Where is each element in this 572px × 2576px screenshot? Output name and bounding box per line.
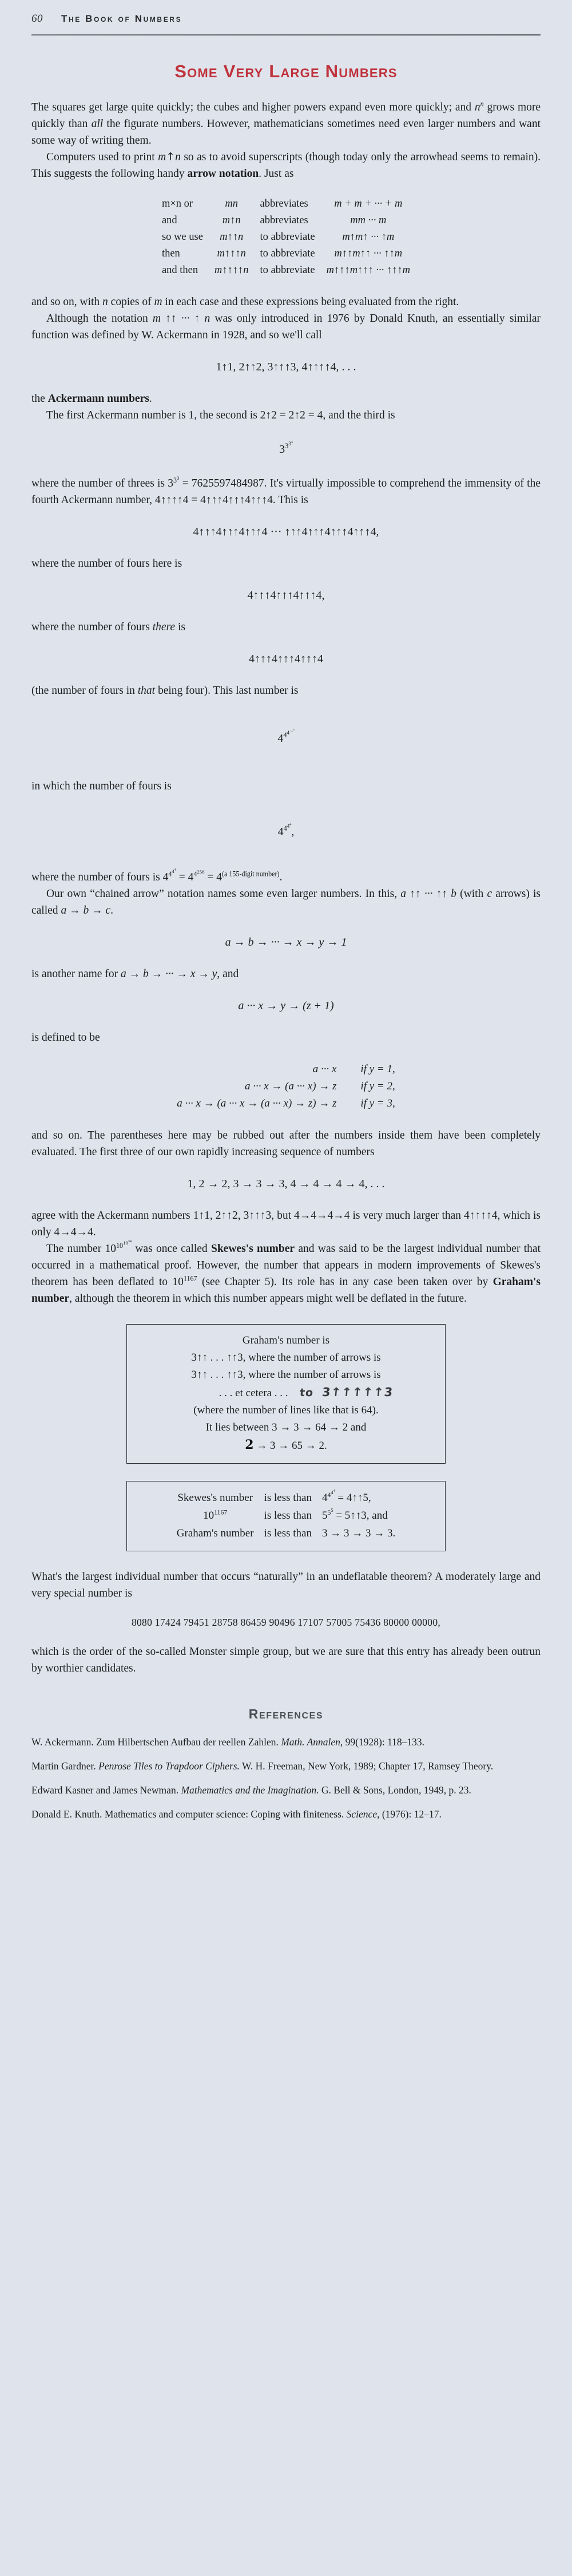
bound-subject: $10^{1167}$ bbox=[203, 1508, 228, 1522]
paragraph-defined-to-be: is defined to be bbox=[31, 1032, 100, 1044]
emphasis-all: all bbox=[91, 118, 104, 130]
paragraph-fours-there bbox=[31, 619, 541, 635]
display-fours-short: 4↑↑↑4↑↑↑4↑↑↑4 bbox=[249, 653, 323, 665]
up-arrow-icon: ↑ bbox=[166, 151, 176, 163]
display-ackermann-sequence: 1↑1, 2↑↑2, 3↑↑↑3, 4↑↑↑↑4, . . . bbox=[216, 361, 356, 373]
table-row bbox=[172, 1489, 400, 1507]
inline-4-4-256: $4^{4^{256}}$ bbox=[188, 868, 205, 883]
term-arrow-notation: arrow notation bbox=[187, 168, 259, 180]
text-run: copies of bbox=[108, 296, 154, 308]
bounds-table bbox=[172, 1489, 400, 1542]
text-run: . bbox=[110, 904, 113, 916]
arrow-notation-table bbox=[156, 196, 416, 279]
table-row bbox=[172, 1507, 400, 1524]
table-row bbox=[156, 229, 416, 246]
display-fours-mid: 4↑↑↑4↑↑↑4↑↑↑4, bbox=[247, 589, 325, 602]
var-n: n bbox=[474, 101, 480, 113]
row-rhs: m↑↑m↑↑ ··· ↑↑m bbox=[334, 248, 403, 259]
text-run: where the number of fours is bbox=[31, 871, 163, 883]
row-verb: abbreviates bbox=[260, 215, 308, 226]
graham-box-line-4: (where the number of lines like that is 64). bbox=[193, 1404, 379, 1416]
graham-box-line-1: 3↑↑ . . . ↑↑3, where the number of arrows is bbox=[191, 1352, 381, 1364]
text-run: The squares get large quite quickly; the cubes and higher powers expand even more quickly; and bbox=[31, 101, 475, 113]
reference-text: Donald E. Knuth. Mathematics and computer science: Coping with finiteness. bbox=[31, 1808, 347, 1820]
tower-level-3 bbox=[291, 440, 293, 444]
term-ackermann-numbers: Ackermann numbers bbox=[47, 393, 149, 405]
table-row bbox=[156, 212, 416, 229]
display-chain-one: a → b → ··· → x → y → 1 bbox=[225, 936, 347, 949]
inline-tower-4: $4^{4^{4^4}}$ bbox=[162, 868, 176, 883]
chain-expression: a → b → ··· → x → y bbox=[120, 968, 217, 980]
bound-relation: is less than bbox=[264, 1527, 312, 1539]
text-run: The number 10 bbox=[46, 1243, 117, 1255]
references-heading: References bbox=[248, 1706, 324, 1721]
row-verb: abbreviates bbox=[260, 198, 308, 210]
text-run: . bbox=[149, 393, 152, 405]
table-row bbox=[173, 1061, 398, 1078]
graham-box-title: Graham's number is bbox=[242, 1334, 330, 1346]
tower-base: 3 bbox=[279, 443, 285, 456]
row-label: and bbox=[161, 215, 177, 226]
running-head bbox=[31, 0, 541, 30]
paragraph-largest-natural: What's the largest individual number that occurs “naturally” in an undeflatable theorem? A moderately large and very special number is bbox=[31, 1571, 541, 1599]
paragraph-monster-group: which is the order of the so-called Monster simple group, but we are sure that this entry has already been outrun by worthier candidates. bbox=[31, 1646, 541, 1674]
text-run: Although the notation bbox=[46, 313, 153, 325]
exponent-1167: 1167 bbox=[183, 1274, 197, 1283]
row-verb: to abbreviate bbox=[260, 264, 315, 276]
text-run: is bbox=[175, 621, 185, 633]
text-run: and was said to be the largest individual number that occurred in a mathematical proof. However, the number that appears in modern improvements of Skewes's theorem has been deflated to 10 bbox=[31, 1243, 541, 1288]
paragraph-parentheses: and so on. The parentheses here may be rubbed out after the numbers inside them have been completely evaluated. The first three of our own rapidly increasing sequence of numbers bbox=[31, 1129, 541, 1158]
tower-digit: 3 bbox=[285, 442, 289, 451]
table-row bbox=[173, 1078, 398, 1095]
emphasis-there: there bbox=[152, 621, 176, 633]
var-n: n bbox=[175, 151, 181, 163]
tower-level-1 bbox=[285, 442, 293, 450]
paragraph-intro bbox=[31, 99, 541, 149]
row-lhs: mn bbox=[225, 198, 239, 210]
var-n: n bbox=[102, 296, 108, 308]
text-run: was once called bbox=[132, 1243, 211, 1255]
row-lhs: m↑↑↑↑n bbox=[214, 264, 249, 276]
paragraph-and-so-on bbox=[31, 294, 541, 310]
book-title: The Book of Numbers bbox=[61, 13, 182, 24]
row-label: then bbox=[161, 248, 180, 259]
paragraph-knuth-ackermann bbox=[31, 310, 541, 343]
table-row bbox=[156, 262, 416, 279]
text-run: being four). This last number is bbox=[155, 685, 299, 697]
text-run: The first Ackermann number is 1, the second is 2↑2 = 2↑2 = 4, and the third is bbox=[46, 409, 395, 421]
reference-title: Penrose Tiles to Trapdoor Ciphers. bbox=[98, 1760, 240, 1772]
case-expression: a ··· x bbox=[312, 1063, 337, 1075]
handwritten-to-annotation: to bbox=[299, 1386, 315, 1399]
var-m: m bbox=[158, 151, 166, 163]
row-rhs: m + m + ··· + m bbox=[334, 198, 403, 210]
tower-level-2: 4···4 bbox=[287, 728, 295, 736]
chained-arrow-expr: a ↑↑ ··· ↑↑ b bbox=[400, 888, 456, 900]
chain-abc: a → b → c bbox=[61, 904, 111, 916]
row-lhs: m↑↑n bbox=[220, 231, 244, 243]
row-verb: to abbreviate bbox=[260, 231, 315, 243]
header-rule bbox=[31, 34, 541, 35]
text-run: , although the theorem in which this number appears might well be deflated in the future. bbox=[69, 1293, 467, 1305]
paragraph-another-name bbox=[31, 966, 541, 982]
text-run: (see Chapter 5). Its role has in any case been taken over by bbox=[197, 1276, 493, 1288]
display-monster-order: 8080 17424 79451 28758 86459 90496 17107 57005 75436 80000 00000, bbox=[131, 1617, 441, 1628]
text-run: (the number of fours in bbox=[31, 685, 138, 697]
cases-table bbox=[173, 1061, 398, 1112]
text-run: in each case and these expressions being evaluated from the right. bbox=[162, 296, 459, 308]
text-run: the figurate numbers. However, mathematicians sometimes need even larger numbers and want some way of writing them. bbox=[31, 118, 541, 147]
row-rhs: mm ··· m bbox=[350, 215, 387, 226]
grahams-number-box bbox=[126, 1324, 446, 1464]
text-run: and so on, with bbox=[31, 296, 103, 308]
paragraph-first-ackermann bbox=[31, 407, 541, 424]
bound-subject: Graham's number bbox=[176, 1527, 254, 1539]
row-verb: to abbreviate bbox=[260, 248, 315, 259]
reference-item bbox=[31, 1735, 541, 1749]
table-row bbox=[156, 246, 416, 262]
reference-item bbox=[31, 1759, 541, 1773]
case-condition: if y = 1, bbox=[360, 1063, 395, 1075]
var-c: c bbox=[487, 888, 492, 900]
text-run: where the number of threes is bbox=[31, 477, 168, 489]
page-folio: 60 bbox=[31, 13, 43, 25]
tower-digit: 3 bbox=[288, 441, 291, 447]
reference-item bbox=[31, 1807, 541, 1822]
display-own-sequence: 1, 2 → 2, 3 → 3 → 3, 4 → 4 → 4 → 4, . . . bbox=[187, 1178, 385, 1190]
display-chain-two: a ··· x → y → (z + 1) bbox=[238, 999, 334, 1012]
paragraph-agree-with bbox=[31, 1207, 541, 1240]
paragraph-ackermann-numbers bbox=[31, 390, 541, 407]
graham-box-line-5: It lies between 3 → 3 → 64 → 2 and bbox=[205, 1421, 367, 1433]
chain-tail: → 3 → 65 → 2. bbox=[253, 1440, 327, 1452]
text-run: . Just as bbox=[259, 168, 294, 180]
reference-text: Edward Kasner and James Newman. bbox=[31, 1784, 181, 1796]
row-label: m×n or bbox=[161, 198, 193, 210]
reference-journal: Science, bbox=[346, 1808, 380, 1820]
term-skewes-number: Skewes's number bbox=[210, 1243, 295, 1255]
text-run: agree with the Ackermann numbers 1↑1, 2↑↑2, 3↑↑↑3, but 4→4→4→4 is very much larger than 4↑↑↑↑4, which is only 4→4→4. bbox=[31, 1210, 541, 1238]
text-run: , and bbox=[217, 968, 239, 980]
paragraph-skewes-graham bbox=[31, 1240, 541, 1307]
text-run: so as to avoid superscripts (though today only the arrowhead seems to remain). This suggests the following handy bbox=[31, 151, 541, 180]
tower-digit: 3 bbox=[291, 440, 293, 445]
row-rhs: m↑↑↑m↑↑↑ ··· ↑↑↑m bbox=[326, 264, 411, 276]
handwritten-arrow-expression: 3↑↑↑↑↑3 bbox=[321, 1385, 394, 1399]
graham-box-line-6 bbox=[137, 1436, 435, 1455]
bound-value: 3 → 3 → 3 → 3. bbox=[321, 1527, 396, 1539]
row-label: and then bbox=[161, 264, 198, 276]
reference-title: Mathematics and the Imagination. bbox=[181, 1784, 319, 1796]
bound-value: $5^{5^5}$ = 5↑↑3, and bbox=[321, 1507, 388, 1522]
reference-text: W. Ackermann. Zum Hilbertschen Aufbau der reellen Zahlen. bbox=[31, 1736, 281, 1748]
term-grahams-number: Graham's number bbox=[31, 1276, 541, 1305]
text-run: Our own “chained arrow” notation names some even larger numbers. In this, bbox=[46, 888, 401, 900]
tower-level-3: 4 bbox=[289, 823, 292, 827]
tower-base: 4 bbox=[277, 732, 284, 745]
case-condition: if y = 3, bbox=[360, 1097, 395, 1109]
case-expression: a ··· x → (a ··· x → (a ··· x) → z) → z bbox=[177, 1097, 337, 1109]
text-run: = 7625597484987. It's virtually impossible to comprehend the immensity of the fourth Ackermann number, 4↑↑↑↑4 = 4↑↑↑4↑↑↑4↑↑↑4. This is bbox=[31, 477, 541, 506]
tower-comma: , bbox=[291, 825, 295, 838]
et-cetera-text: . . . et cetera . . . bbox=[219, 1387, 288, 1399]
reference-text: G. Bell & Sons, London, 1949, p. 23. bbox=[319, 1784, 471, 1796]
row-rhs: m↑m↑ ··· ↑m bbox=[342, 231, 395, 243]
graham-box-line-2: 3↑↑ . . . ↑↑3, where the number of arrows is bbox=[191, 1369, 381, 1381]
var-n-exponent: n bbox=[480, 100, 484, 108]
text-run: grows more quickly than bbox=[31, 101, 541, 130]
bound-value: $4^{4^{4^4}}$ = 4↑↑5, bbox=[321, 1489, 371, 1504]
tower-level-2: 44 bbox=[287, 823, 292, 829]
tower-level-1: 44···4 bbox=[283, 728, 295, 740]
text-run: where the number of fours bbox=[31, 621, 153, 633]
row-lhs: m↑↑↑n bbox=[217, 248, 246, 259]
reference-text: W. H. Freeman, New York, 1989; Chapter 17, Ramsey Theory. bbox=[239, 1760, 494, 1772]
reference-text: (1976): 12–17. bbox=[379, 1808, 442, 1820]
case-condition: if y = 2, bbox=[360, 1080, 395, 1092]
reference-item bbox=[31, 1783, 541, 1797]
reference-journal: Math. Annalen, bbox=[281, 1736, 343, 1748]
paragraph-in-which: in which the number of fours is bbox=[31, 780, 172, 792]
bound-subject: Skewes's number bbox=[177, 1492, 253, 1504]
skewes-exponent: 101034 bbox=[116, 1239, 132, 1250]
bound-relation: is less than bbox=[264, 1492, 312, 1504]
row-lhs: m↑n bbox=[222, 215, 241, 226]
paragraph-fours-that bbox=[31, 682, 541, 699]
tower-level-3: ···4 bbox=[289, 728, 295, 734]
var-m: m bbox=[154, 296, 162, 308]
tower-level-1: 444 bbox=[283, 823, 292, 833]
paragraph-fours-155digit: where the number of fours is $4^{4^{4^4}} = 4^{4^{256}} = 4^{(a 155-digit number)}$. bbox=[31, 868, 283, 883]
bounds-comparison-box bbox=[126, 1481, 446, 1551]
bound-relation: is less than bbox=[264, 1510, 312, 1522]
text-run: arrows) is called bbox=[31, 888, 541, 916]
row-label: so we use bbox=[161, 231, 203, 243]
display-power-tower-fours-dots bbox=[31, 716, 541, 761]
table-row bbox=[172, 1524, 400, 1542]
handwritten-two: 2 bbox=[245, 1437, 254, 1452]
text-run: . bbox=[279, 871, 283, 883]
text-run: the bbox=[31, 393, 48, 405]
text-run: (with bbox=[456, 888, 487, 900]
paragraph-chained-arrow bbox=[31, 886, 541, 919]
display-fours-long: 4↑↑↑4↑↑↑4↑↑↑4 ··· ↑↑↑4↑↑↑4↑↑↑4↑↑↑4, bbox=[193, 526, 379, 538]
tower-base: 4 bbox=[277, 825, 284, 838]
emphasis-that: that bbox=[137, 685, 156, 697]
text-run: is another name for bbox=[31, 968, 121, 980]
paragraph-computers bbox=[31, 149, 541, 182]
table-row bbox=[156, 196, 416, 212]
arrow-expression: m ↑↑ ··· ↑ n bbox=[152, 313, 210, 325]
inline-4-155digit: $4^{(a 155-digit number)}$ bbox=[216, 870, 280, 883]
table-row bbox=[173, 1095, 398, 1112]
paragraph-fours-here: where the number of fours here is bbox=[31, 558, 182, 570]
page-title: Some Very Large Numbers bbox=[174, 61, 398, 81]
graham-box-line-3 bbox=[137, 1384, 435, 1402]
tower-level-2 bbox=[288, 441, 293, 447]
display-power-tower-fours bbox=[31, 812, 541, 852]
case-expression: a ··· x → (a ··· x) → z bbox=[245, 1080, 337, 1092]
paragraph-threes-count bbox=[31, 475, 541, 508]
display-power-tower-threes bbox=[31, 441, 541, 458]
tower-inline-threes: $3^{3^3}$ bbox=[168, 475, 180, 489]
text-run: Computers used to print bbox=[46, 151, 158, 163]
tower-level-top: 4 bbox=[293, 728, 295, 732]
reference-text: 99(1928): 118–133. bbox=[343, 1736, 425, 1748]
text-run: was only introduced in 1976 by Donald Knuth, an essentially similar function was defined by W. Ackermann in 1928, and so we'll call bbox=[31, 313, 541, 341]
reference-text: Martin Gardner. bbox=[31, 1760, 99, 1772]
